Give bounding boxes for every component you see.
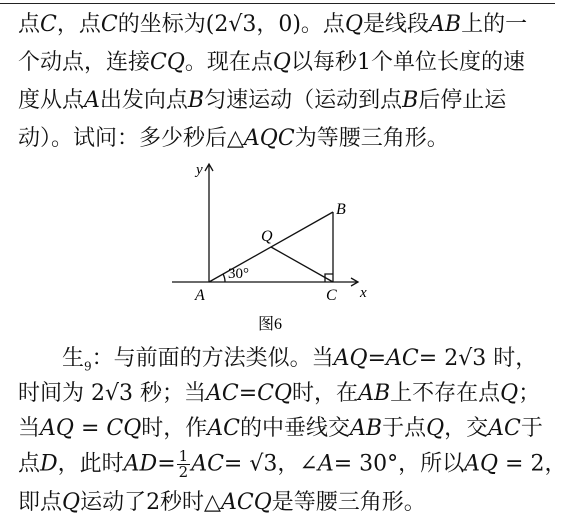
label-A: A [195, 287, 205, 304]
problem-line-3: 度从点A出发向点B匀速运动（运动到点B后停止运 [18, 88, 507, 113]
segment-QC [271, 247, 333, 282]
top-rule [0, 3, 555, 4]
label-x: x [360, 285, 367, 301]
label-angle: 30° [228, 266, 249, 282]
angle-30-arc [223, 274, 225, 282]
problem-line-2: 个动点，连接CQ。现在点Q以每秒1个单位长度的速 [18, 50, 525, 75]
solution-line-3: 当AQ = CQ时，作AC的中垂线交AB于点Q，交AC于 [18, 416, 543, 441]
label-B: B [336, 201, 346, 218]
label-Q: Q [261, 228, 273, 245]
problem-line-4: 动）。试问：多少秒后△AQC为等腰三角形。 [18, 126, 449, 151]
label-C: C [326, 287, 337, 304]
solution-line-5: 即点Q运动了2秒时△ACQ是等腰三角形。 [18, 490, 426, 515]
solution-line-2: 时间为 2√3 秒；当AC=CQ时，在AB上不存在点Q； [18, 381, 541, 406]
problem-line-1: 点C，点C的坐标为(2√3，0)。点Q是线段AB上的一 [18, 12, 528, 37]
label-y: y [196, 162, 203, 178]
solution-line-4: 点D，此时AD= $\frac{1}{2}$ AC= √3，∠A= 30°，所以AQ = 2， [18, 447, 566, 481]
coordinate-value: (2√3，0) [205, 12, 301, 37]
figure-caption: 图6 [258, 316, 283, 333]
fraction-one-half: $\frac{1}{2}$ [178, 447, 189, 481]
figure-6-diagram [160, 160, 390, 340]
solution-line-1: 生$_9$：与前面的方法类似。当AQ=AC= 2√3 时， [62, 346, 538, 374]
